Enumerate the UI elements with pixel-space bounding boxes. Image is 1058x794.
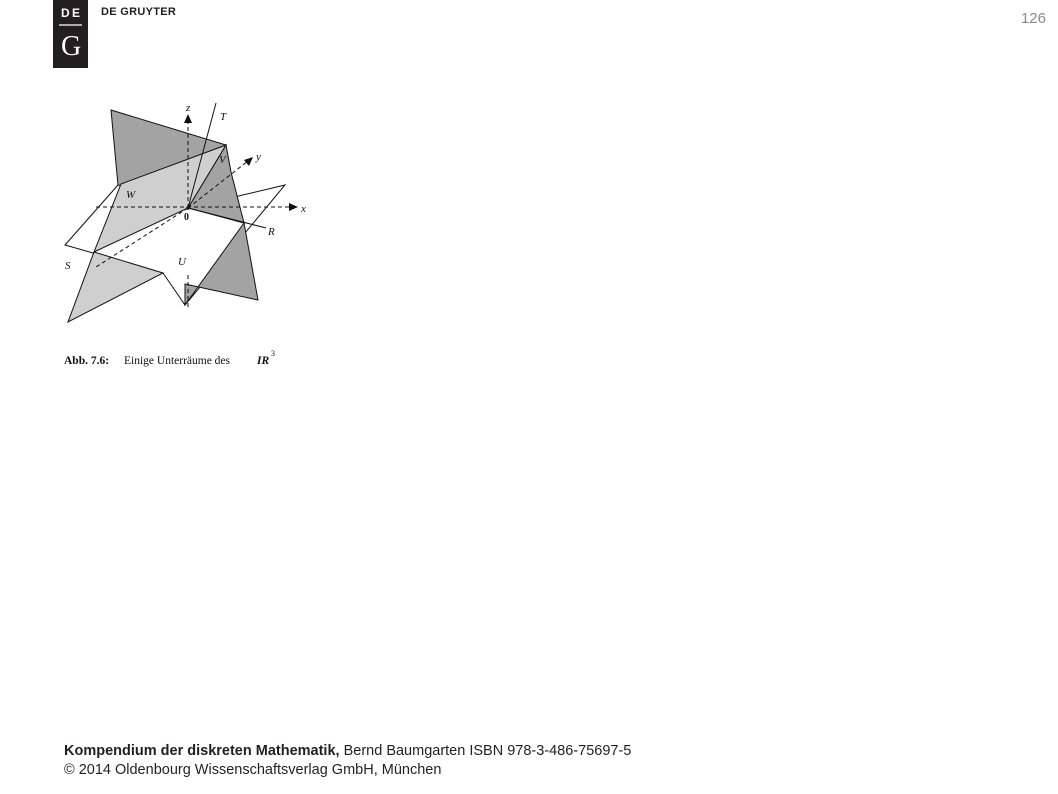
caption-exponent: 3: [271, 349, 275, 358]
caption-text: Einige Unterräume des: [124, 355, 231, 367]
book-citation: Bernd Baumgarten ISBN 978-3-486-75697-5: [343, 743, 632, 759]
subspaces-figure: [58, 95, 318, 375]
y-axis-arrow-icon: [244, 157, 253, 166]
x-axis-arrow-icon: [289, 203, 298, 211]
figure-caption: [64, 349, 275, 367]
label-origin: 0: [184, 212, 189, 223]
publisher-name: DE GRUYTER: [101, 6, 177, 18]
page-number: 126: [1020, 10, 1046, 27]
de-gruyter-logo: [53, 0, 88, 68]
label-z: z: [186, 102, 191, 114]
label-x: x: [301, 203, 306, 215]
label-w: W: [126, 189, 136, 201]
logo-letter-e: E: [72, 6, 81, 20]
label-t: T: [220, 111, 227, 123]
caption-label: Abb. 7.6:: [64, 355, 110, 367]
footer-citation-line: [64, 742, 631, 761]
book-title: Kompendium der diskreten Mathematik,: [64, 743, 340, 759]
label-r: R: [268, 226, 275, 238]
z-axis-arrow-icon: [184, 114, 192, 123]
label-u: U: [178, 256, 186, 268]
logo-letter-g: G: [61, 31, 82, 62]
label-v: V: [219, 154, 226, 166]
logo-letter-d: D: [61, 6, 70, 20]
origin-point: [186, 206, 190, 210]
caption-symbol: IR: [257, 355, 270, 367]
footer: [64, 742, 631, 780]
label-y: y: [256, 151, 261, 163]
footer-copyright: © 2014 Oldenbourg Wissenschaftsverlag GmbH, München: [64, 762, 442, 778]
label-s: S: [65, 260, 71, 272]
subspaces-diagram: [58, 95, 318, 375]
